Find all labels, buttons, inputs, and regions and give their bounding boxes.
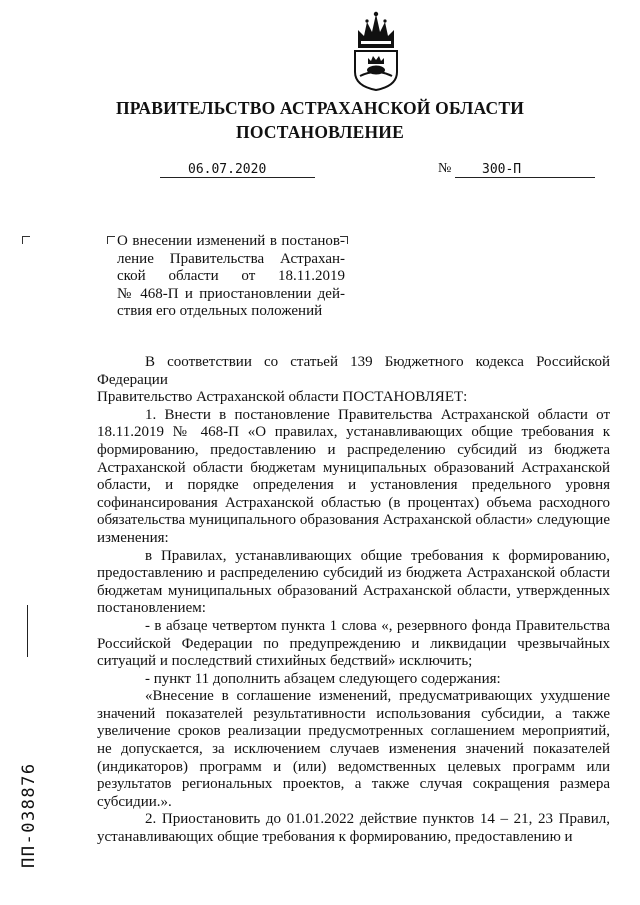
body-paragraph: - пункт 11 дополнить абзацем следующего содержания: <box>145 670 501 687</box>
subject-corner-left <box>107 236 115 244</box>
astrakhan-coat-of-arms-icon <box>352 10 400 92</box>
body-paragraph: - в абзаце четвертом пункта 1 слова «, резервного фонда Правительства Российской Федерации по предупреждению и ликвидации чрезвычайных ситуаций и последствий стихийных бедствий» исключить; <box>97 617 610 670</box>
body-paragraph: 2. Приостановить до 01.01.2022 действие пунктов 14 – 21, 23 Правил, устанавливающих общие требования к формированию, предоставлению и <box>97 811 610 846</box>
date-underline <box>160 177 315 178</box>
document-type-title: ПОСТАНОВЛЕНИЕ <box>236 122 404 142</box>
subject-line: ской области от 18.11.2019 <box>117 268 345 285</box>
body-paragraph: В соответствии со статьей 139 Бюджетного кодекса Российской Федерации <box>97 354 610 388</box>
number-underline <box>455 177 595 178</box>
margin-line <box>27 605 28 657</box>
document-number: 300-П <box>482 162 522 177</box>
document-body <box>97 354 610 847</box>
serial-number-stamp <box>12 720 42 870</box>
body-paragraph: в Правилах, устанавливающих общие требования к формированию, предоставлению и распределению субсидий из бюджета Астраханской области бюджетам муниципальных образований Астраханской области, утвержденных постановлением: <box>97 547 610 617</box>
subject-line: № 468-П и приостановлении дей- <box>117 285 345 302</box>
body-paragraph: 1. Внести в постановление Правительства Астраханской области от 18.11.2019 № 468-П «О правилах, устанавливающих общие требования к формированию, предоставлению и распределению субсидий из бюджета Астраханской области бюджетам муниципальных образований Астраханской области, и порядке определения и установления предельного уровня софинансирования Астраханской областью (в процентах) объема расходного обязательства муниципального образования Астраханской области» следующие изменения: <box>97 406 610 546</box>
body-paragraph: Правительство Астраханской области ПОСТАНОВЛЯЕТ: <box>97 389 468 406</box>
document-date: 06.07.2020 <box>188 162 267 177</box>
subject-line: ствия его отдельных положений <box>117 303 323 320</box>
subject-block <box>117 233 345 321</box>
subject-line: ление Правительства Астрахан- <box>117 250 345 267</box>
serial-number-text: ПП-038876 <box>19 762 39 868</box>
subject-line: О внесении изменений в постанов- <box>117 233 345 249</box>
left-corner-mark <box>22 236 30 244</box>
body-paragraph: «Внесение в соглашение изменений, предусматривающих ухудшение значений показателей результативности использования субсидии, а также увеличение сроков реализации предусмотренных соглашением мероприятий, не допускается, за исключением случаев изменения значений показателей (индикаторов) программ и (или) ведомственных целевых программ или результатов региональных проектов, а также случая сокращения размера субсидии.». <box>97 688 610 810</box>
number-label: № <box>438 161 452 176</box>
government-title: ПРАВИТЕЛЬСТВО АСТРАХАНСКОЙ ОБЛАСТИ <box>115 98 525 118</box>
